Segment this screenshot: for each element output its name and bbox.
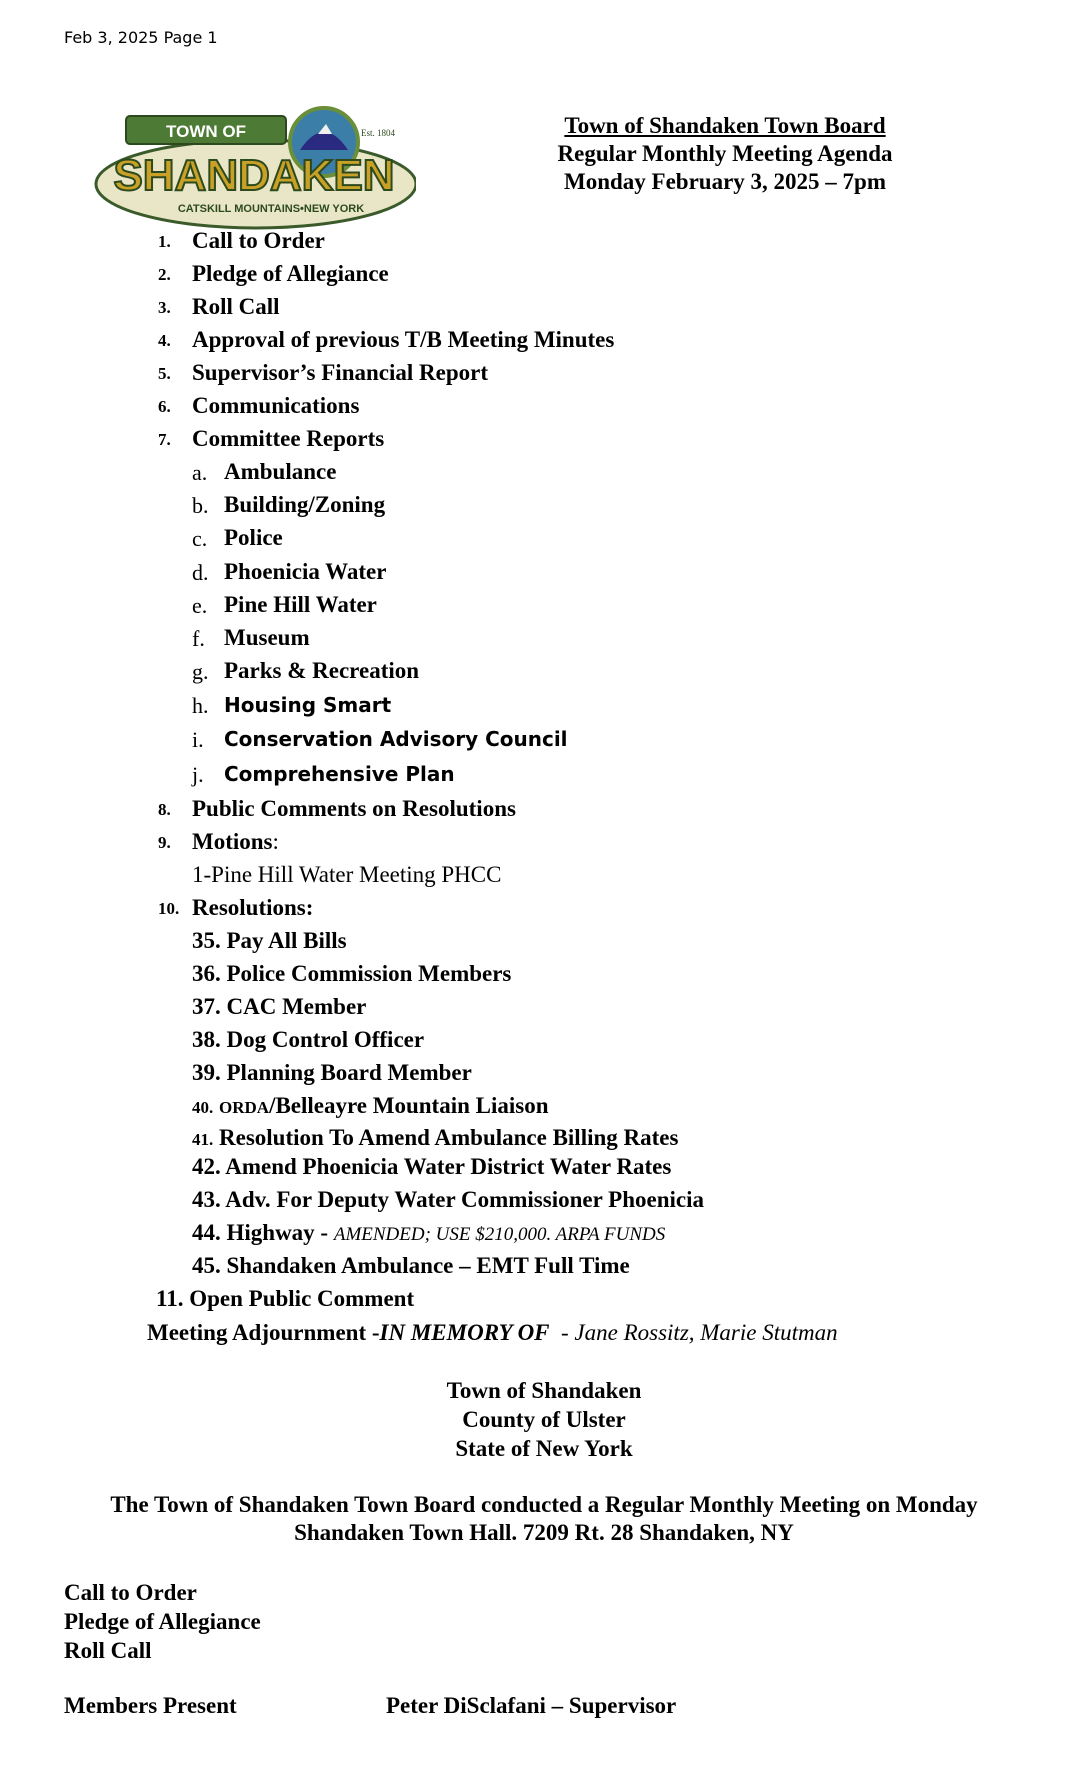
committee-letter: a. (192, 460, 208, 485)
agenda-number: 3. (158, 298, 171, 317)
member-name: Peter DiSclafani – Supervisor (386, 1693, 677, 1718)
resolution-item: 36. Police Commission Members (192, 961, 512, 986)
agenda-number: 5. (158, 364, 171, 383)
agenda-item: Roll Call (192, 294, 280, 319)
resolution-item: 42. Amend Phoenicia Water District Water Rates (192, 1154, 672, 1179)
resolution-number: 41. (192, 1130, 214, 1149)
committee-item: Ambulance (224, 459, 337, 484)
agenda-number: 10. (158, 899, 180, 918)
resolution-number: 40. (192, 1098, 214, 1117)
memorial-names: - Jane Rossitz, Marie Stutman (561, 1320, 838, 1345)
svg-text:Est. 1804: Est. 1804 (360, 128, 396, 138)
committee-letter: f. (192, 626, 205, 651)
agenda-item: Supervisor’s Financial Report (192, 360, 489, 385)
agenda-item: Pledge of Allegiance (192, 261, 389, 286)
state-name: State of New York (455, 1436, 633, 1461)
agenda-item: Resolutions: (192, 895, 314, 920)
county-name: County of Ulster (462, 1407, 626, 1432)
adjournment-label: Meeting Adjournment - (147, 1320, 380, 1345)
opening-block (64, 1578, 261, 1665)
agenda-item: 11. Open Public Comment (156, 1286, 415, 1311)
agenda-number: 7. (158, 430, 171, 449)
motions-colon: : (272, 829, 279, 854)
meeting-type: Regular Monthly Meeting Agenda (557, 141, 893, 166)
agenda-number: 8. (158, 800, 171, 819)
committee-item: Building/Zoning (224, 492, 386, 517)
opening-item: Call to Order (64, 1580, 197, 1605)
resolution-item (192, 1093, 549, 1119)
resolution-amendment-note: AMENDED; USE $210,000. ARPA FUNDS (333, 1224, 666, 1245)
memory-label: IN MEMORY OF (379, 1320, 550, 1345)
svg-text:SHANDAKEN: SHANDAKEN (113, 151, 395, 200)
agenda-item: Approval of previous T/B Meeting Minutes (192, 327, 615, 352)
committee-letter: i. (192, 727, 204, 752)
agenda-title-block (520, 112, 930, 196)
opening-item: Roll Call (64, 1638, 152, 1663)
agenda-number: 9. (158, 833, 171, 852)
resolution-item: 38. Dog Control Officer (192, 1027, 425, 1052)
agenda-item: Call to Order (192, 228, 325, 253)
committee-letter: g. (192, 659, 209, 684)
agenda-number: 1. (158, 232, 171, 251)
resolution-text: 44. Highway - (192, 1220, 329, 1245)
resolution-text: /Belleayre Mountain Liaison (269, 1093, 549, 1118)
resolution-item: 37. CAC Member (192, 994, 367, 1019)
committee-item: Housing Smart (224, 693, 392, 717)
committee-letter: e. (192, 593, 208, 618)
svg-text:TOWN OF: TOWN OF (166, 122, 246, 141)
resolution-text: Resolution To Amend Ambulance Billing Rates (219, 1125, 679, 1150)
meeting-date: Monday February 3, 2025 – 7pm (564, 169, 886, 194)
agenda-item: Communications (192, 393, 360, 418)
motion-item: 1-Pine Hill Water Meeting PHCC (192, 862, 502, 887)
committee-item: Parks & Recreation (224, 658, 420, 683)
resolution-item: 43. Adv. For Deputy Water Commissioner Phoenicia (192, 1187, 704, 1212)
committee-letter: d. (192, 560, 209, 585)
motions-label: Motions (192, 829, 273, 854)
committee-item: Police (224, 525, 283, 550)
members-present-label: Members Present (64, 1693, 237, 1718)
agenda-item (192, 829, 279, 855)
committee-letter: h. (192, 693, 209, 718)
committee-letter: b. (192, 493, 209, 518)
resolution-item: 35. Pay All Bills (192, 928, 347, 953)
resolution-item (192, 1220, 665, 1246)
committee-item: Comprehensive Plan (224, 762, 455, 786)
resolution-abbrev: ORDA (219, 1098, 270, 1117)
agenda-number: 2. (158, 265, 171, 284)
resolution-item: 39. Planning Board Member (192, 1060, 472, 1085)
jurisdiction-block (0, 1376, 1088, 1463)
page-header: Feb 3, 2025 Page 1 (64, 28, 218, 47)
committee-letter: c. (192, 526, 208, 551)
committee-item: Phoenicia Water (224, 559, 387, 584)
committee-letter: j. (192, 762, 204, 787)
svg-text:CATSKILL MOUNTAINS•NEW YORK: CATSKILL MOUNTAINS•NEW YORK (177, 203, 365, 215)
opening-item: Pledge of Allegiance (64, 1609, 261, 1634)
town-logo (86, 104, 416, 234)
agenda-item: Public Comments on Resolutions (192, 796, 516, 821)
town-name: Town of Shandaken (446, 1378, 642, 1403)
meeting-statement (0, 1491, 1088, 1547)
committee-item: Conservation Advisory Council (224, 727, 568, 751)
resolution-item: 45. Shandaken Ambulance – EMT Full Time (192, 1253, 630, 1278)
committee-item: Pine Hill Water (224, 592, 377, 617)
statement-location: Shandaken Town Hall. 7209 Rt. 28 Shandaken, NY (294, 1520, 794, 1545)
resolution-item (192, 1125, 678, 1151)
statement-line: The Town of Shandaken Town Board conducted a Regular Monthly Meeting on Monday (110, 1492, 978, 1517)
agenda-number: 4. (158, 331, 171, 350)
committee-item: Museum (224, 625, 310, 650)
adjournment-line (147, 1320, 838, 1346)
agenda-item: Committee Reports (192, 426, 385, 451)
board-title: Town of Shandaken Town Board (564, 113, 886, 138)
agenda-number: 6. (158, 397, 171, 416)
